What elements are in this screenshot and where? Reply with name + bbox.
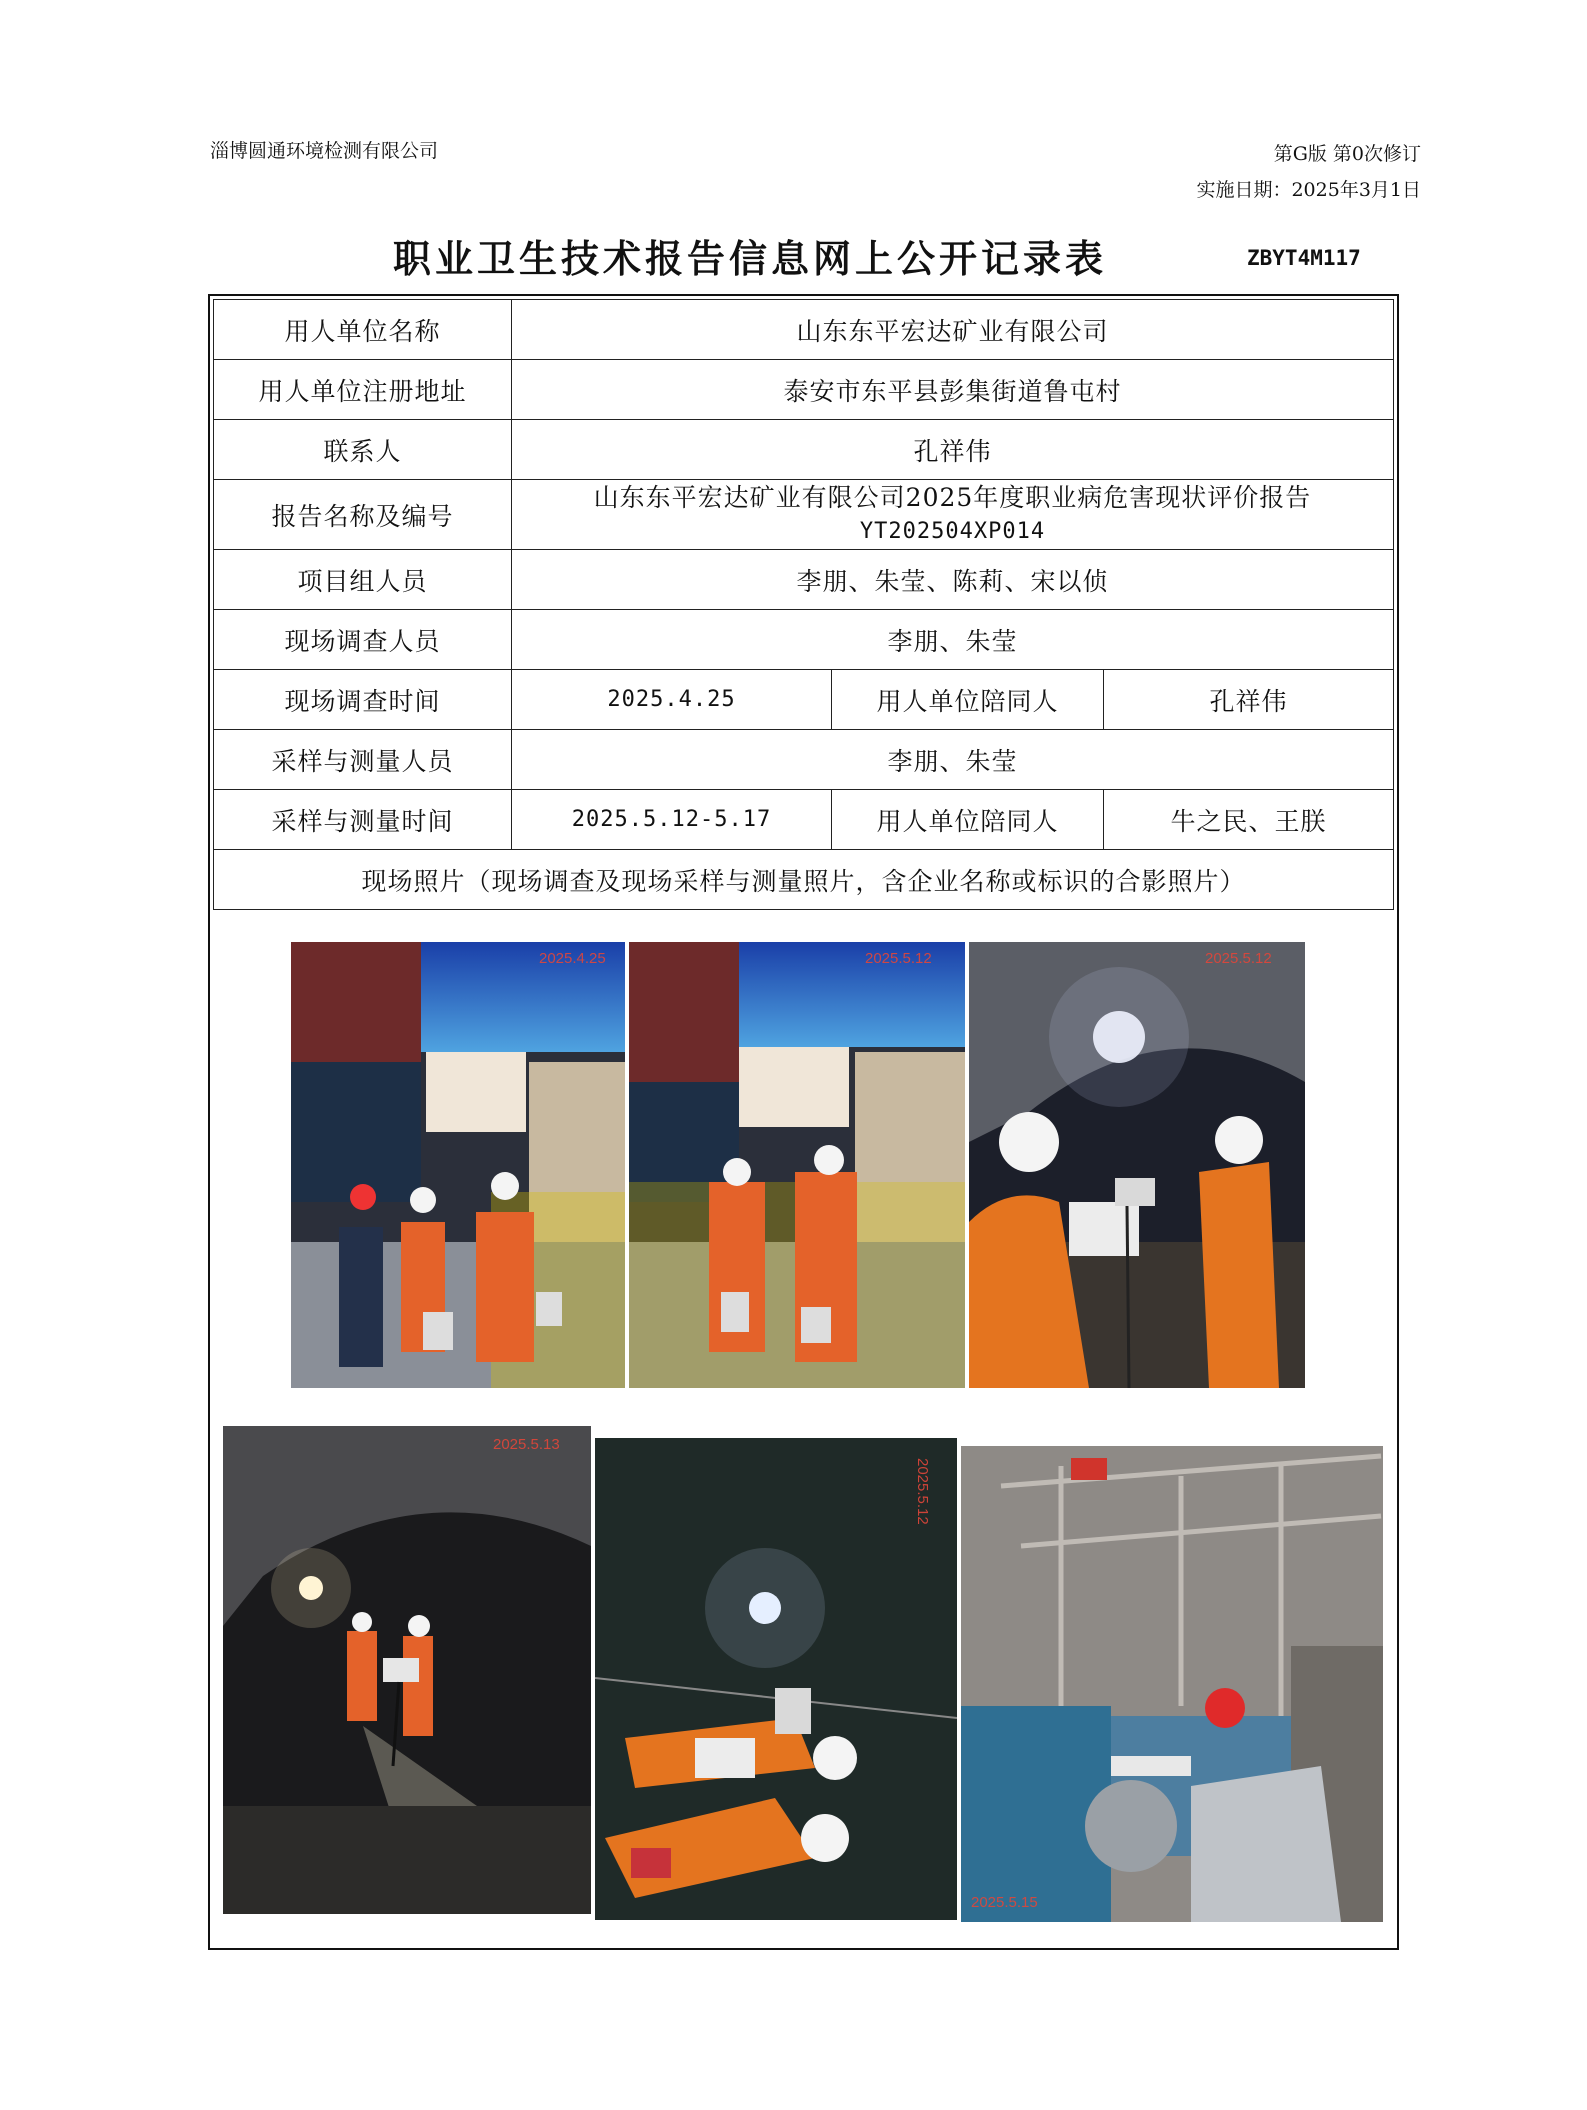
value-unit-name: 山东东平宏达矿业有限公司 bbox=[512, 300, 1394, 360]
report-number: YT202504XP014 bbox=[859, 518, 1046, 544]
value-sampling-companion: 牛之民、王朕 bbox=[1104, 790, 1394, 850]
label-address: 用人单位注册地址 bbox=[214, 360, 512, 420]
report-name: 山东东平宏达矿业有限公司2025年度职业病危害现状评价报告 bbox=[593, 482, 1312, 512]
label-team: 项目组人员 bbox=[214, 550, 512, 610]
company-name: 淄博圆通环境检测有限公司 bbox=[210, 140, 439, 162]
site-photo-2 bbox=[629, 942, 965, 1388]
label-sampling-companion: 用人单位陪同人 bbox=[832, 790, 1104, 850]
row-team bbox=[214, 550, 1394, 610]
row-photos-heading bbox=[214, 850, 1394, 910]
label-sampling-time: 采样与测量时间 bbox=[214, 790, 512, 850]
row-sampling-staff bbox=[214, 730, 1394, 790]
label-survey-companion: 用人单位陪同人 bbox=[832, 670, 1104, 730]
site-photo-1 bbox=[291, 942, 625, 1388]
effective-date: 实施日期：2025年3月1日 bbox=[1196, 179, 1421, 201]
value-report bbox=[512, 480, 1394, 550]
label-report: 报告名称及编号 bbox=[214, 480, 512, 550]
label-contact: 联系人 bbox=[214, 420, 512, 480]
row-report bbox=[214, 480, 1394, 550]
value-sampling-staff: 李朋、朱莹 bbox=[512, 730, 1394, 790]
photo-2-date-stamp: 2025.5.12 bbox=[865, 950, 932, 967]
row-contact bbox=[214, 420, 1394, 480]
site-photo-5 bbox=[595, 1438, 957, 1920]
value-team: 李朋、朱莹、陈莉、宋以侦 bbox=[512, 550, 1394, 610]
value-address: 泰安市东平县彭集街道鲁屯村 bbox=[512, 360, 1394, 420]
header-right bbox=[1196, 136, 1421, 208]
version-text: 第G版 第0次修订 bbox=[1273, 143, 1421, 165]
label-survey-staff: 现场调查人员 bbox=[214, 610, 512, 670]
row-address bbox=[214, 360, 1394, 420]
value-sampling-time: 2025.5.12-5.17 bbox=[512, 790, 832, 850]
photos-heading: 现场照片（现场调查及现场采样与测量照片，含企业名称或标识的合影照片） bbox=[214, 850, 1394, 910]
site-photo-3 bbox=[969, 942, 1305, 1388]
label-unit-name: 用人单位名称 bbox=[214, 300, 512, 360]
value-survey-companion: 孔祥伟 bbox=[1104, 670, 1394, 730]
row-unit-name bbox=[214, 300, 1394, 360]
record-table bbox=[213, 299, 1394, 910]
photo-1-illustration bbox=[291, 942, 625, 1388]
site-photo-4 bbox=[223, 1426, 591, 1914]
photo-4-date-stamp: 2025.5.13 bbox=[493, 1436, 560, 1453]
label-survey-time: 现场调查时间 bbox=[214, 670, 512, 730]
photo-2-illustration bbox=[629, 942, 965, 1388]
photo-6-illustration bbox=[961, 1446, 1383, 1922]
label-sampling-staff: 采样与测量人员 bbox=[214, 730, 512, 790]
photo-3-illustration bbox=[969, 942, 1305, 1388]
photo-4-illustration bbox=[223, 1426, 591, 1914]
row-survey-time bbox=[214, 670, 1394, 730]
value-survey-time: 2025.4.25 bbox=[512, 670, 832, 730]
page-title: 职业卫生技术报告信息网上公开记录表 bbox=[393, 236, 1108, 281]
form-code: ZBYT4M117 bbox=[1247, 246, 1361, 270]
value-contact: 孔祥伟 bbox=[512, 420, 1394, 480]
photo-5-date-stamp: 2025.5.12 bbox=[914, 1458, 931, 1525]
site-photo-6 bbox=[961, 1446, 1383, 1922]
photo-6-date-stamp: 2025.5.15 bbox=[971, 1894, 1038, 1911]
photo-5-illustration bbox=[595, 1438, 957, 1920]
value-survey-staff: 李朋、朱莹 bbox=[512, 610, 1394, 670]
row-sampling-time bbox=[214, 790, 1394, 850]
photo-3-date-stamp: 2025.5.12 bbox=[1205, 950, 1272, 967]
photo-1-date-stamp: 2025.4.25 bbox=[539, 950, 606, 967]
row-survey-staff bbox=[214, 610, 1394, 670]
